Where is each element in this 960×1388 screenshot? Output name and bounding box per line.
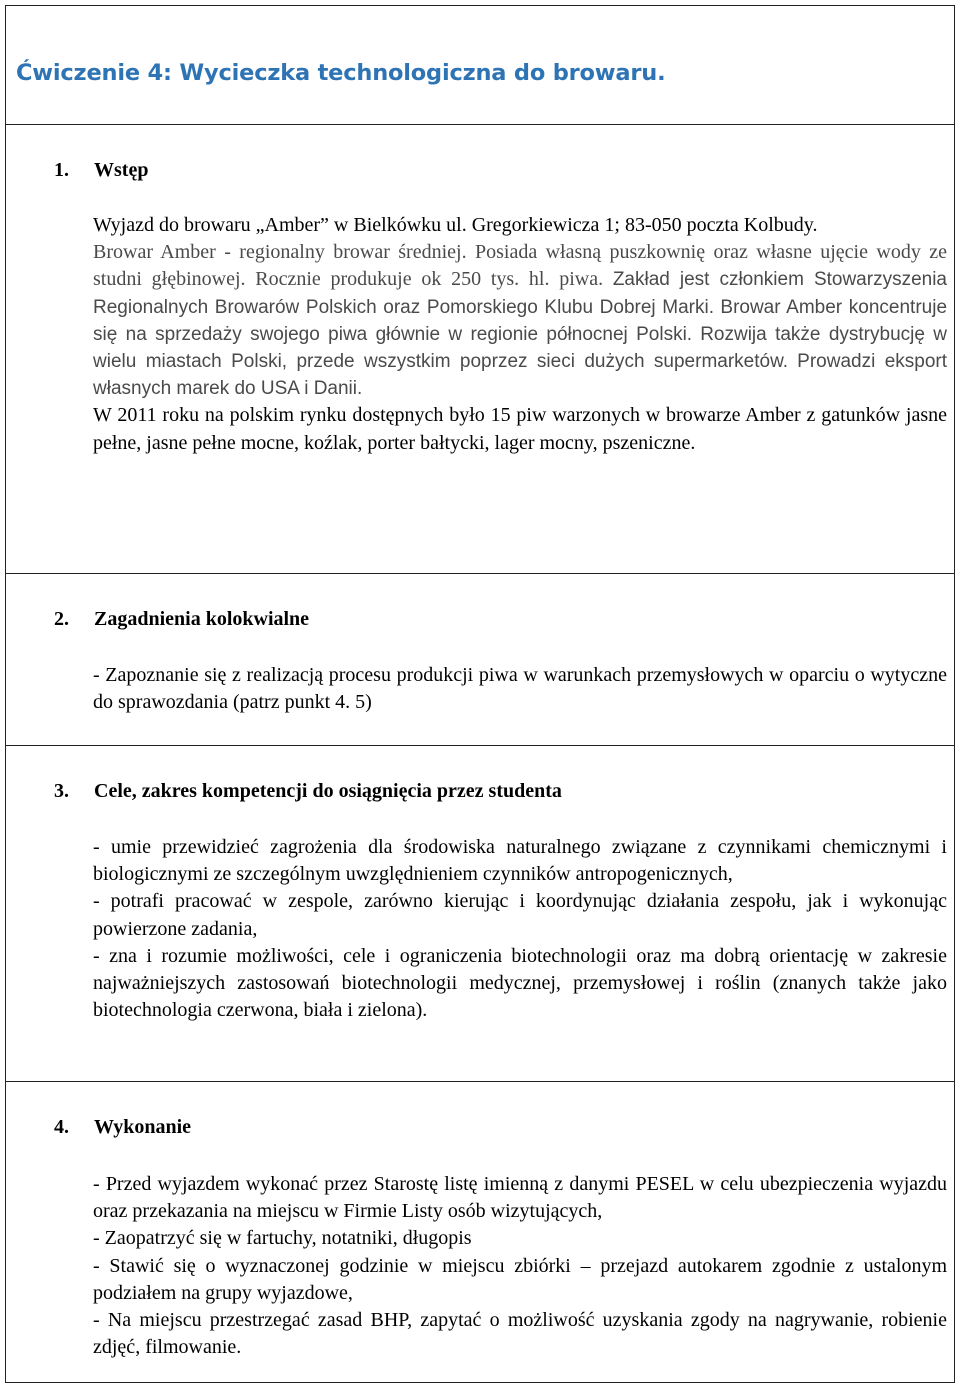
section-title: Cele, zakres kompetencji do osiągnięcia przez studenta xyxy=(94,780,562,802)
section-number: 1. xyxy=(54,159,69,181)
intro-distribution: Rozwija także dystrybucję w wielu miastach Polski, przede wszystkim poprzez sieci dużych supermarketów. xyxy=(93,323,948,373)
section-title: Zagadnienia kolokwialne xyxy=(94,608,310,630)
section-heading xyxy=(54,608,309,631)
section-body xyxy=(93,1171,947,1361)
goals-item: - zna i rozumie możliwości, cele i ograniczenia biotechnologii oraz ma dobrą orientację w zakresie najważniejszych zastosowań biotechnologii medycznej, przemysłowej i roślin (znanych także jako biotechnologia czerwona, biała i zielona). xyxy=(93,944,947,1022)
intro-beer-types: W 2011 roku na polskim rynku dostępnych było 15 piw warzonych w browarze Amber z gatunków jasne pełne, jasne pełne mocne, koźlak, porter bałtycki, lager mocny, pszeniczne. xyxy=(93,404,947,454)
execution-item: - Przed wyjazdem wykonać przez Starostę listę imienną z danymi PESEL w celu ubezpieczenia wyjazdu oraz przekazania na miejscu w Firmie Listy osób wizytujących, xyxy=(93,1173,947,1223)
section-heading xyxy=(54,1116,191,1139)
section-number: 3. xyxy=(54,780,69,802)
section-body xyxy=(93,834,947,1024)
execution-item: - Zaopatrzyć się w fartuchy, notatniki, długopis xyxy=(93,1227,472,1250)
execution-item: - Stawić się o wyznaczonej godzinie w miejscu zbiórki – przejazd autokarem zgodnie z ustalonym podziałem na grupy wyjazdowe, xyxy=(93,1254,947,1304)
section-execution xyxy=(6,1081,954,1384)
section-number: 4. xyxy=(54,1116,69,1138)
document-title: Ćwiczenie 4: Wycieczka technologiczna do browaru. xyxy=(16,60,666,86)
section-body xyxy=(93,212,947,457)
section-intro xyxy=(6,124,954,573)
goals-item: - umie przewidzieć zagrożenia dla środowiska naturalnego związane z czynnikami chemicznymi i biologicznymi ze szczególnym uwzględnieniem czynników antropogenicznych, xyxy=(93,836,947,886)
intro-brewery-info: Browar Amber - regionalny browar średniej. Posiada własną puszkownię oraz własne ujęcie wody ze studni głębinowej. Rocznie produkuje ok 250 tys. hl. piwa. xyxy=(93,241,947,291)
execution-item: - Na miejscu przestrzegać zasad BHP, zapytać o możliwość uzyskania zgody na nagrywanie, robienie zdjęć, filmowanie. xyxy=(93,1309,947,1359)
section-title: Wykonanie xyxy=(94,1116,192,1138)
title-cell xyxy=(6,6,954,124)
section-number: 2. xyxy=(54,608,69,630)
intro-address: Wyjazd do browaru „Amber” w Bielkówku ul. Gregorkiewicza 1; 83-050 poczta Kolbudy. xyxy=(93,214,818,236)
document-page xyxy=(5,5,955,1383)
section-heading xyxy=(54,159,148,182)
intro-sales-region: Browar Amber koncentruje się na sprzedaży swojego piwa głównie w regionie północnej Polski. xyxy=(93,296,948,345)
section-topics xyxy=(6,573,954,745)
section-body xyxy=(93,662,947,716)
intro-export: Prowadzi eksport własnych marek do USA i Danii. xyxy=(93,351,948,400)
intro-description xyxy=(93,239,947,402)
topics-item: - Zapoznanie się z realizacją procesu produkcji piwa w warunkach przemysłowych w oparciu o wytyczne do sprawozdania (patrz punkt 4. 5) xyxy=(93,664,947,714)
section-heading xyxy=(54,780,562,803)
goals-item: - potrafi pracować w zespole, zarówno kierując i koordynując działania zespołu, jak i wykonując powierzone zadania, xyxy=(93,890,947,940)
section-title: Wstęp xyxy=(94,159,149,181)
intro-membership: Zakład jest członkiem Stowarzyszenia Regionalnych Browarów Polskich oraz Pomorskiego Klubu Dobrej Marki. xyxy=(93,269,947,318)
section-goals xyxy=(6,745,954,1081)
